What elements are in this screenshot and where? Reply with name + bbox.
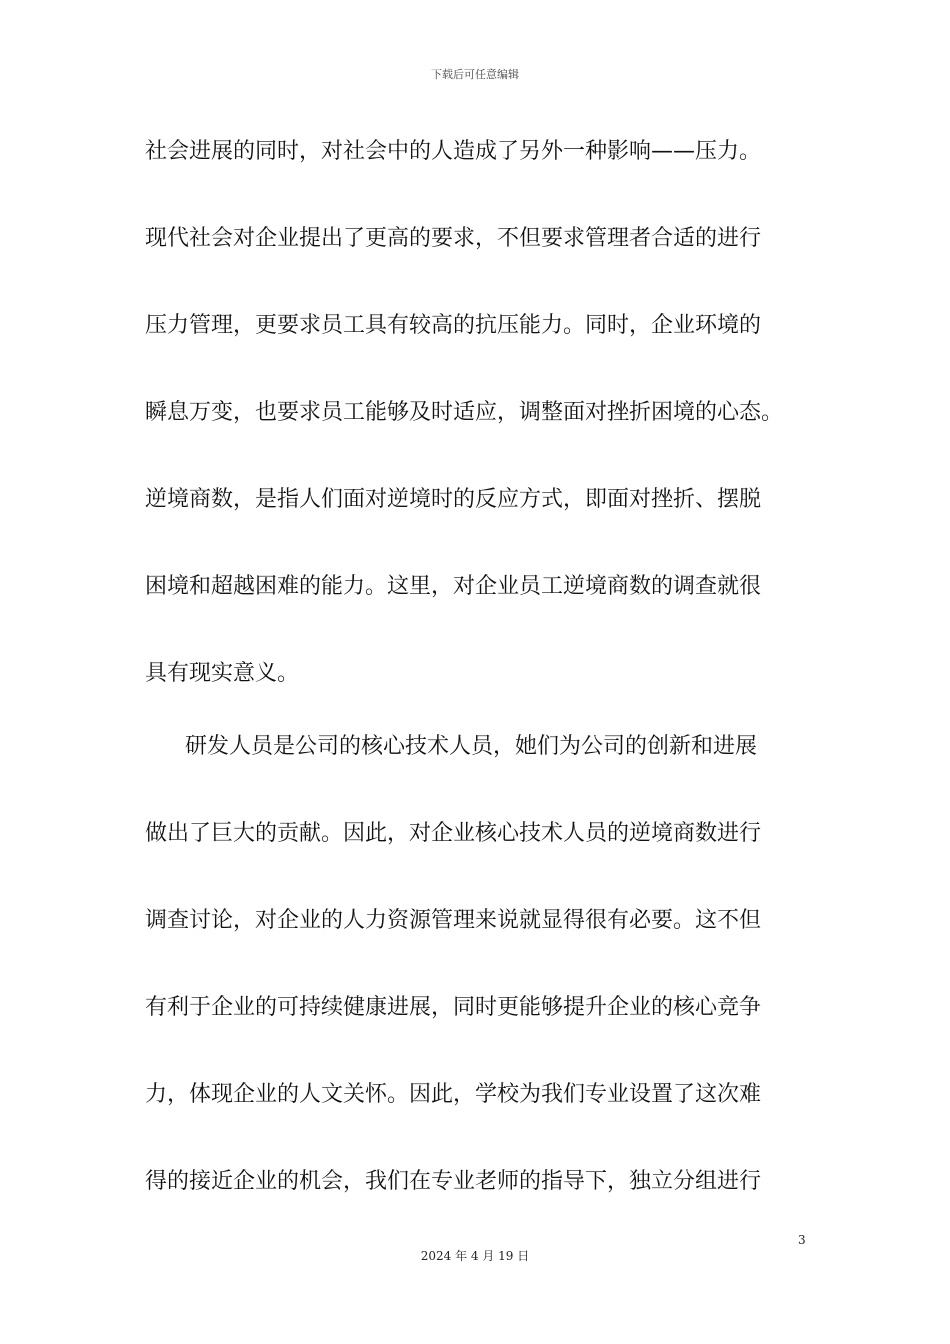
page-header: 下载后可任意编辑 bbox=[431, 68, 519, 81]
paragraph-line: 力，体现企业的人文关怀。因此，学校为我们专业设置了这次难 bbox=[145, 1082, 762, 1107]
paragraph-line: 压力管理，更要求员工具有较高的抗压能力。同时，企业环境的 bbox=[145, 313, 762, 338]
paragraph-line: 困境和超越困难的能力。这里，对企业员工逆境商数的调查就很 bbox=[145, 574, 762, 599]
paragraph-line: 瞬息万变，也要求员工能够及时适应，调整面对挫折困境的心态。 bbox=[145, 400, 784, 425]
paragraph-line: 研发人员是公司的核心技术人员，她们为公司的创新和进展 bbox=[185, 734, 758, 759]
paragraph-line: 现代社会对企业提出了更高的要求，不但要求管理者合适的进行 bbox=[145, 226, 762, 251]
footer-date: 2024 年 4 月 19 日 bbox=[420, 1249, 530, 1263]
paragraph-line: 得的接近企业的机会，我们在专业老师的指导下，独立分组进行 bbox=[145, 1169, 762, 1194]
paragraph-line: 调查讨论，对企业的人力资源管理来说就显得很有必要。这不但 bbox=[145, 908, 762, 933]
paragraph-line: 社会进展的同时，对社会中的人造成了另外一种影响——压力。 bbox=[145, 139, 762, 164]
paragraph-line: 逆境商数，是指人们面对逆境时的反应方式，即面对挫折、摆脱 bbox=[145, 487, 762, 512]
page-number: 3 bbox=[798, 1233, 806, 1247]
paragraph-line: 具有现实意义。 bbox=[145, 661, 300, 686]
paragraph-line: 做出了巨大的贡献。因此，对企业核心技术人员的逆境商数进行 bbox=[145, 821, 762, 846]
paragraph-line: 有利于企业的可持续健康进展，同时更能够提升企业的核心竞争 bbox=[145, 995, 762, 1020]
